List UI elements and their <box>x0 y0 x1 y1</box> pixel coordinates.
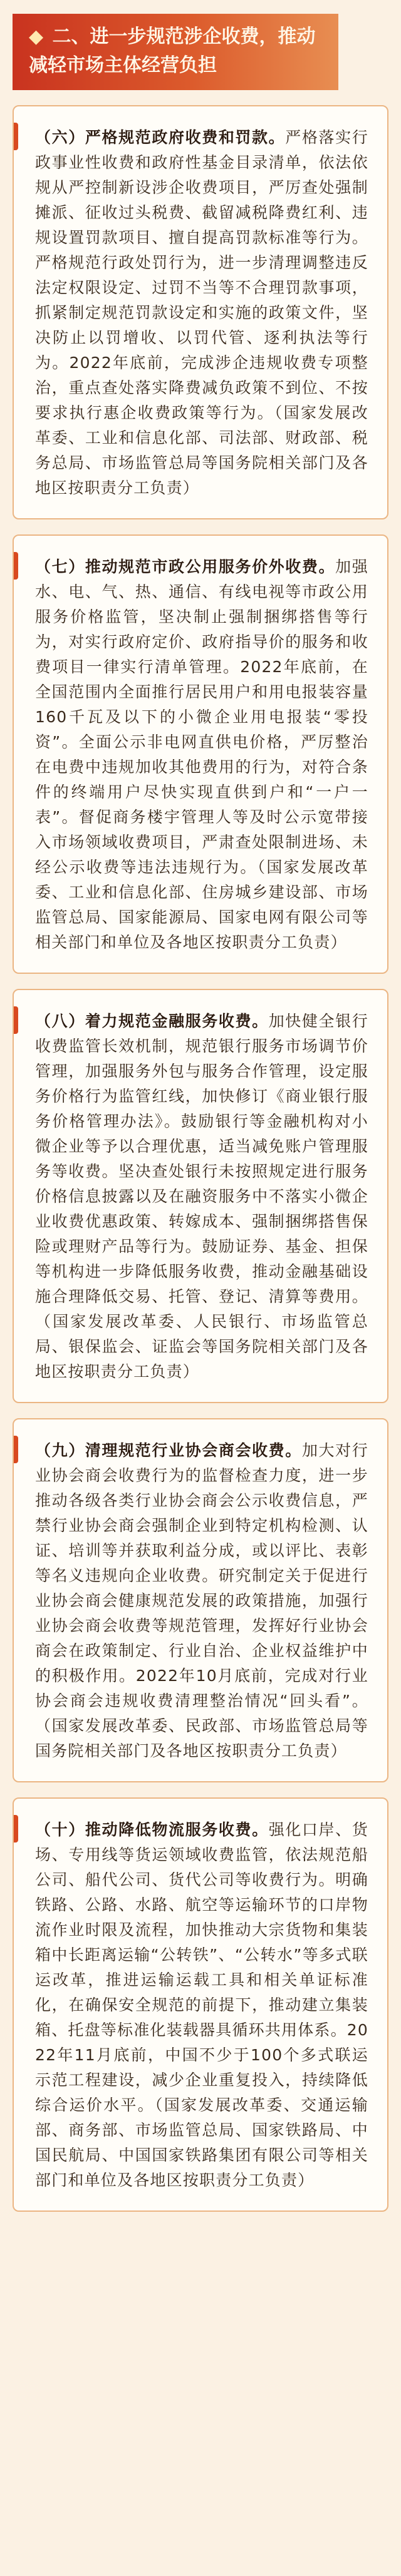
article-item-9 <box>13 1418 388 1782</box>
diamond-bullet-icon: ◆ <box>29 26 44 48</box>
item-body: 强化口岸、货场、专用线等货运领域收费监管，依法规范船公司、船代公司、货代公司等收费行为。明确铁路、公路、水路、航空等运输环节的口岸物流作业时限及流程，加快推动大宗货物和集装箱中长距离运输“公转铁”、“公转水”等多式联运改革，推进运输运载工具和相关单证标准化，在确保安全规范的前提下，推动建立集装箱、托盘等标准化装载器具循环共用体系。2022年11月底前，中国不少于100个多式联运示范工程建设，减少企业重复投入，持续降低综合运价水平。（国家发展改革委、交通运输部、商务部、市场监管总局、国家铁路局、中国民航局、中国国家铁路集团有限公司等相关部门和单位及各地区按职责分工负责） <box>35 1821 369 2189</box>
article-item-6 <box>13 105 388 519</box>
item-heading: （十）推动降低物流服务收费。 <box>35 1821 269 1839</box>
item-heading: （六）严格规范政府收费和罚款。 <box>35 128 286 146</box>
item-heading: （八）着力规范金融服务收费。 <box>35 1012 269 1030</box>
paragraph <box>35 1009 368 1384</box>
article-item-10 <box>13 1797 388 2212</box>
item-heading: （九）清理规范行业协会商会收费。 <box>35 1441 302 1459</box>
item-body: 严格落实行政事业性收费和政府性基金目录清单，依法依规从严控制新设涉企收费项目，严厉查处强制摊派、征收过头税费、截留减税降费红利、违规设置罚款项目、擅自提高罚款标准等行为。严格规范行政处罚行为，进一步清理调整违反法定权限设定、过罚不当等不合理罚款事项，抓紧制定规范罚款设定和实施的政策文件，坚决防止以罚增收、以罚代管、逐利执法等行为。2022年底前，完成涉企违规收费专项整治，重点查处落实降费减负政策不到位、不按要求执行惠企收费政策等行为。（国家发展改革委、工业和信息化部、司法部、财政部、税务总局、市场监管总局等国务院相关部门及各地区按职责分工负责） <box>35 128 368 497</box>
paragraph <box>35 125 368 501</box>
paragraph <box>35 1438 368 1764</box>
section-title: 二、进一步规范涉企收费，推动减轻市场主体经营负担 <box>29 26 316 76</box>
paragraph <box>35 1817 368 2193</box>
section-title-banner <box>13 14 338 90</box>
item-body: 加强水、电、气、热、通信、有线电视等市政公用服务价格监管，坚决制止强制捆绑搭售等行为，对实行政府定价、政府指导价的服务和收费项目一律实行清单管理。2022年底前，在全国范围内全面推行居民用户和用电报装容量160千瓦及以下的小微企业用电报装“零投资”。全面公示非电网直供电价格，严厉整治在电费中违规加收其他费用的行为，对符合条件的终端用户尽快实现直供到户和“一户一表”。督促商务楼宇管理人等及时公示宽带接入市场领域收费项目，严肃查处限制进场、未经公示收费等违法违规行为。（国家发展改革委、工业和信息化部、住房城乡建设部、市场监管总局、国家能源局、国家电网有限公司等相关部门和单位及各地区按职责分工负责） <box>35 558 368 951</box>
article-item-7 <box>13 534 388 974</box>
item-body: 加大对行业协会商会收费行为的监督检查力度，进一步推动各级各类行业协会商会公示收费信息，严禁行业协会商会强制企业到特定机构检测、认证、培训等并获取利益分成，或以评比、表彰等名义违规向企业收费。研究制定关于促进行业协会商会健康规范发展的政策措施，加强行业协会商会收费等规范管理，发挥好行业协会商会在政策制定、行业自治、企业权益维护中的积极作用。2022年10月底前，完成对行业协会商会违规收费清理整治情况“回头看”。（国家发展改革委、民政部、市场监管总局等国务院相关部门及各地区按职责分工负责） <box>35 1441 368 1760</box>
item-heading: （七）推动规范市政公用服务价外收费。 <box>35 558 336 576</box>
paragraph <box>35 555 368 955</box>
item-body: 加快健全银行收费监管长效机制，规范银行服务市场调节价管理，加强服务外包与服务合作管理，设定服务价格行为监管红线，加快修订《商业银行服务价格管理办法》。鼓励银行等金融机构对小微企业等予以合理优惠，适当减免账户管理服务等收费。坚决查处银行未按照规定进行服务价格信息披露以及在融资服务中不落实小微企业收费优惠政策、转嫁成本、强制捆绑搭售保险或理财产品等行为。鼓励证券、基金、担保等机构进一步降低服务收费，推动金融基础设施合理降低交易、托管、登记、清算等费用。（国家发展改革委、人民银行、市场监管总局、银保监会、证监会等国务院相关部门及各地区按职责分工负责） <box>35 1012 368 1381</box>
article-item-8 <box>13 989 388 1403</box>
